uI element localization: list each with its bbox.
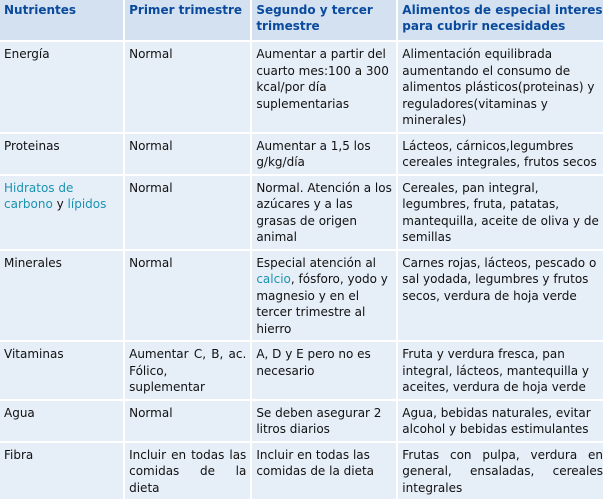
header-alimentos: Alimentos de especial interes para cubrir necesidades <box>398 0 603 40</box>
cell-alimentos: Alimentación equilibrada aumentando el consumo de alimentos plásticos(proteinas) y reguladores(vitaminas y minerales) <box>398 42 603 132</box>
table-row <box>0 342 603 399</box>
link-lipidos[interactable]: lípidos <box>67 197 107 211</box>
cell-nutriente: Proteinas <box>0 134 123 174</box>
header-segundo-tercer-trimestre: Segundo y tercer trimestre <box>252 0 396 40</box>
cell-alimentos: Carnes rojas, lácteos, pescado o sal yodada, legumbres y frutos secos, verdura de hoja verde <box>398 251 603 341</box>
cell-nutriente: Energía <box>0 42 123 132</box>
cell-nutriente: Fibra <box>0 443 123 500</box>
cell-primer: Incluir en todas las comidas de la dieta <box>125 443 250 500</box>
link-hidratos-de-carbono[interactable]: Hidratos de carbono <box>4 180 74 211</box>
cell-alimentos: Frutas con pulpa, verdura en general, ensaladas, cereales integrales <box>398 443 603 500</box>
table-row <box>0 134 603 174</box>
cell-nutriente: Vitaminas <box>0 342 123 399</box>
cell-primer: Normal <box>125 401 250 441</box>
cell-primer: Normal <box>125 176 250 249</box>
table-header-row <box>0 0 603 40</box>
cell-alimentos: Lácteos, cárnicos,legumbres cereales integrales, frutos secos <box>398 134 603 174</box>
cell-nutriente: Minerales <box>0 251 123 341</box>
segundo-pre: Especial atención al <box>256 255 377 270</box>
cell-nutriente: Agua <box>0 401 123 441</box>
cell-primer: Normal <box>125 42 250 132</box>
cell-primer: Normal <box>125 134 250 174</box>
cell-alimentos: Cereales, pan integral, legumbres, fruta, patatas, mantequilla, aceite de oliva y de semillas <box>398 176 603 249</box>
link-calcio[interactable]: calcio <box>256 272 291 286</box>
cell-alimentos: Fruta y verdura fresca, pan integral, lácteos, mantequilla y aceites, verdura de hoja verde <box>398 342 603 399</box>
header-nutrientes: Nutrientes <box>0 0 123 40</box>
cell-segundo: A, D y E pero no es necesario <box>252 342 396 399</box>
table-row <box>0 401 603 441</box>
cell-segundo <box>252 251 396 341</box>
cell-segundo: Incluir en todas las comidas de la dieta <box>252 443 396 500</box>
cell-nutriente <box>0 176 123 249</box>
cell-primer: Aumentar C, B, ac. Fólico, suplementar <box>125 342 250 399</box>
header-primer-trimestre: Primer trimestre <box>125 0 250 40</box>
table-row <box>0 42 603 132</box>
cell-segundo: Aumentar a partir del cuarto mes:100 a 300 kcal/por día suplementarias <box>252 42 396 132</box>
cell-segundo: Aumentar a 1,5 los g/kg/día <box>252 134 396 174</box>
nutriente-join: y <box>52 197 68 211</box>
cell-primer: Normal <box>125 251 250 341</box>
cell-segundo: Se deben asegurar 2 litros diarios <box>252 401 396 441</box>
table-row <box>0 443 603 500</box>
cell-alimentos: Agua, bebidas naturales, evitar alcohol y bebidas estimulantes <box>398 401 603 441</box>
table-row <box>0 176 603 249</box>
table-row <box>0 251 603 341</box>
segundo-post: , fósforo, yodo y magnesio y en el tercer trimestre al hierro <box>256 272 388 336</box>
cell-segundo: Normal. Atención a los azúcares y a las grasas de origen animal <box>252 176 396 249</box>
